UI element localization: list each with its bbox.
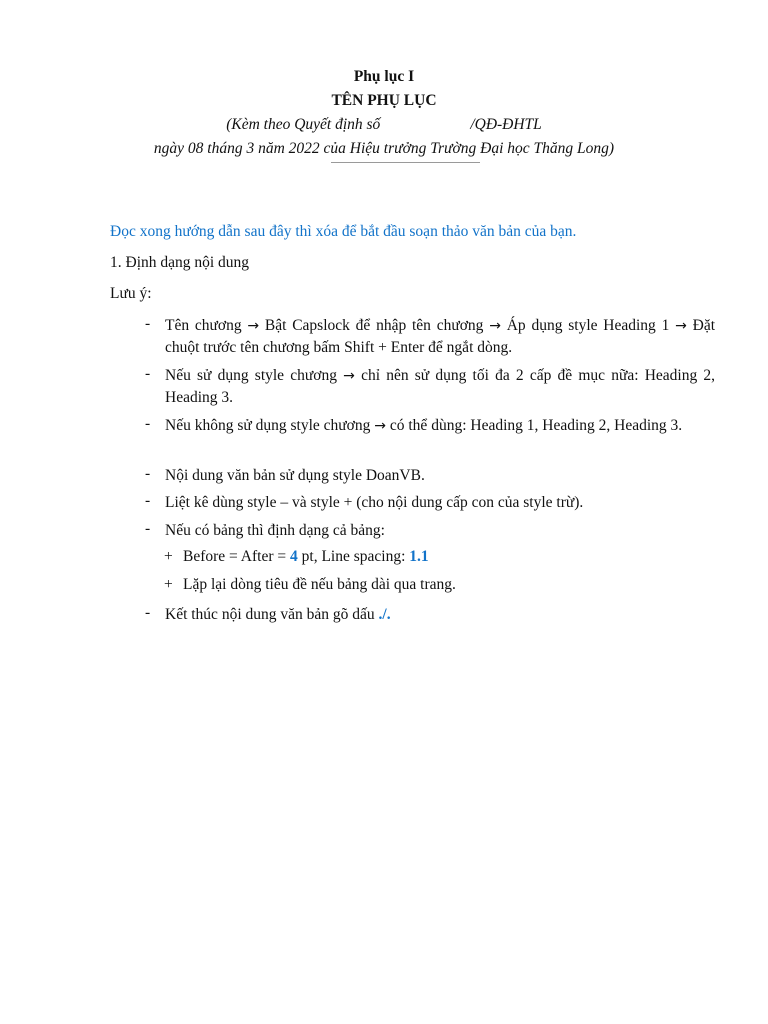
date-line: ngày 08 tháng 3 năm 2022 của Hiệu trưởng Trường Đại học Thăng Long) bbox=[153, 140, 615, 157]
list-item bbox=[145, 492, 715, 514]
list-item-text: Nếu không sử dụng style chương → có thể dùng: Heading 1, Heading 2, Heading 3. bbox=[165, 417, 683, 434]
section-heading: 1. Định dạng nội dung bbox=[110, 254, 250, 271]
list-item-text: Nếu sử dụng style chương → chỉ nên sử dụng tối đa 2 cấp đề mục nữa: Heading 2, Heading 3. bbox=[165, 367, 716, 406]
line-spacing-value: 1.1 bbox=[409, 548, 429, 565]
dash-bullet: - bbox=[145, 415, 151, 432]
list-item bbox=[145, 365, 715, 409]
list-item bbox=[145, 465, 715, 487]
appendix-title: TÊN PHỤ LỤC bbox=[331, 92, 437, 109]
note-label: Lưu ý: bbox=[110, 285, 152, 302]
header-divider bbox=[331, 162, 480, 163]
list-item-text: Liệt kê dùng style – và style + (cho nội dung cấp con của style trừ). bbox=[165, 494, 584, 511]
sub-list-item: + Before = After = 4 pt, Line spacing: 1.1 bbox=[164, 548, 429, 565]
list-item bbox=[145, 604, 715, 626]
arrow-icon: → bbox=[374, 418, 386, 434]
decision-suffix: /QĐ-ĐHTL bbox=[470, 116, 542, 133]
list-item-text: Kết thúc nội dung văn bản gõ dấu ./. bbox=[165, 606, 391, 623]
dash-bullet: - bbox=[145, 465, 151, 482]
list-item-text: Nếu có bảng thì định dạng cả bảng: bbox=[165, 522, 385, 539]
appendix-label: Phụ lục I bbox=[353, 68, 415, 85]
instruction-text: Đọc xong hướng dẫn sau đây thì xóa để bắt đầu soạn thảo văn bản của bạn. bbox=[110, 223, 577, 240]
dash-bullet: - bbox=[145, 315, 151, 332]
decision-reference bbox=[0, 116, 768, 134]
arrow-icon: → bbox=[675, 318, 687, 334]
list-item bbox=[145, 315, 715, 359]
list-item bbox=[145, 520, 715, 542]
plus-bullet: + bbox=[164, 548, 173, 565]
end-mark: ./. bbox=[378, 606, 391, 623]
list-item-text: Tên chương → Bật Capslock để nhập tên chương → Áp dụng style Heading 1 → Đặt chuột trước tên chương bấm Shift + Enter để ngắt dòng. bbox=[165, 317, 716, 356]
arrow-icon: → bbox=[343, 368, 355, 384]
dash-bullet: - bbox=[145, 492, 151, 509]
arrow-icon: → bbox=[489, 318, 501, 334]
arrow-icon: → bbox=[247, 318, 260, 334]
list-item-text: Nội dung văn bản sử dụng style DoanVB. bbox=[165, 467, 425, 484]
decision-prefix: (Kèm theo Quyết định số bbox=[226, 116, 381, 133]
dash-bullet: - bbox=[145, 520, 151, 537]
spacing-value: 4 bbox=[290, 548, 298, 565]
plus-bullet: + bbox=[164, 576, 173, 593]
dash-bullet: - bbox=[145, 604, 151, 621]
list-item bbox=[145, 415, 715, 437]
sub-list-item: + Lặp lại dòng tiêu đề nếu bảng dài qua trang. bbox=[164, 576, 456, 593]
dash-bullet: - bbox=[145, 365, 151, 382]
